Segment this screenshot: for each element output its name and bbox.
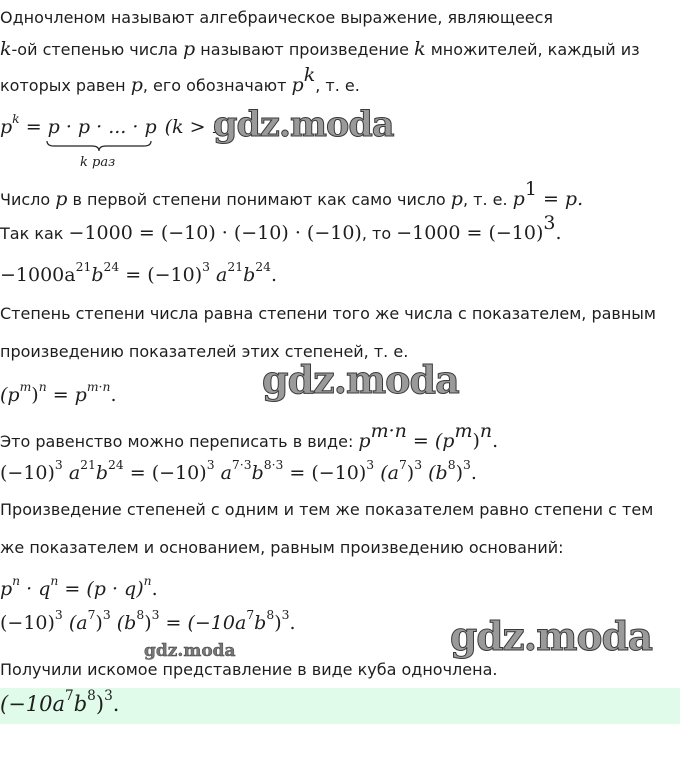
- watermark: gdz.moda: [450, 614, 653, 660]
- watermark: gdz.moda: [213, 104, 394, 145]
- text-line: Число p в первой степени понимают как само число p, т. е. $p^1 = p$.: [0, 177, 584, 210]
- formula-line: $-1000a^{21}b^{24} = (-10)^3$ $a^{21}b^{24}$.: [0, 260, 278, 286]
- text-line: Одночленом называют алгебраическое выражение, являющееся: [0, 8, 554, 27]
- text-line: Произведение степеней с одним и тем же показателем равно степени с тем: [0, 500, 654, 519]
- text-line: которых равен p, его обозначают $p^k$, т. е.: [0, 63, 360, 96]
- text-line: Получили искомое представление в виде куба одночлена.: [0, 660, 498, 679]
- text-line: Это равенство можно переписать в виде: $p^{m\cdot n} = (p^m)^n$.: [0, 419, 499, 452]
- formula-line: $(p^m)^n = p^{m\cdot n}$.: [0, 380, 117, 406]
- formula-line: $(-10)^3$ $(a^7)^3$ $(b^8)^3 = (-10a^7b^8)^3$.: [0, 608, 296, 634]
- answer-formula: $(-10a^7b^8)^3$.: [0, 688, 120, 716]
- formula-power-definition: $p^k = p \cdot p$ · ... · p (k > 1: [0, 112, 224, 138]
- formula-line: $(-10)^3$ $a^{21}b^{24} = (-10)^3$ $a^{7\cdot 3}b^{8\cdot 3} = (-10)^3$ $(a^7)^3$ $(b^8)^3$.: [0, 458, 477, 484]
- watermark: gdz.moda: [262, 357, 459, 402]
- underbrace-label: k раз: [80, 155, 116, 170]
- watermark: gdz.moda: [144, 641, 236, 661]
- text-line: произведению показателей этих степеней, т. е.: [0, 342, 409, 361]
- underbrace: [46, 140, 152, 152]
- text-line: Степень степени числа равна степени того же числа с показателем, равным: [0, 304, 656, 323]
- formula-line: $p^n \cdot q^n = (p \cdot q)^n$.: [0, 574, 158, 600]
- text-line: Так как −1000 = (−10) · (−10) · (−10), то $-1000 = (-10)^3$.: [0, 211, 562, 244]
- text-line: же показателем и основанием, равным произведению оснований:: [0, 538, 564, 557]
- text-line: k-ой степенью числа p называют произведение k множителей, каждый из: [0, 38, 640, 60]
